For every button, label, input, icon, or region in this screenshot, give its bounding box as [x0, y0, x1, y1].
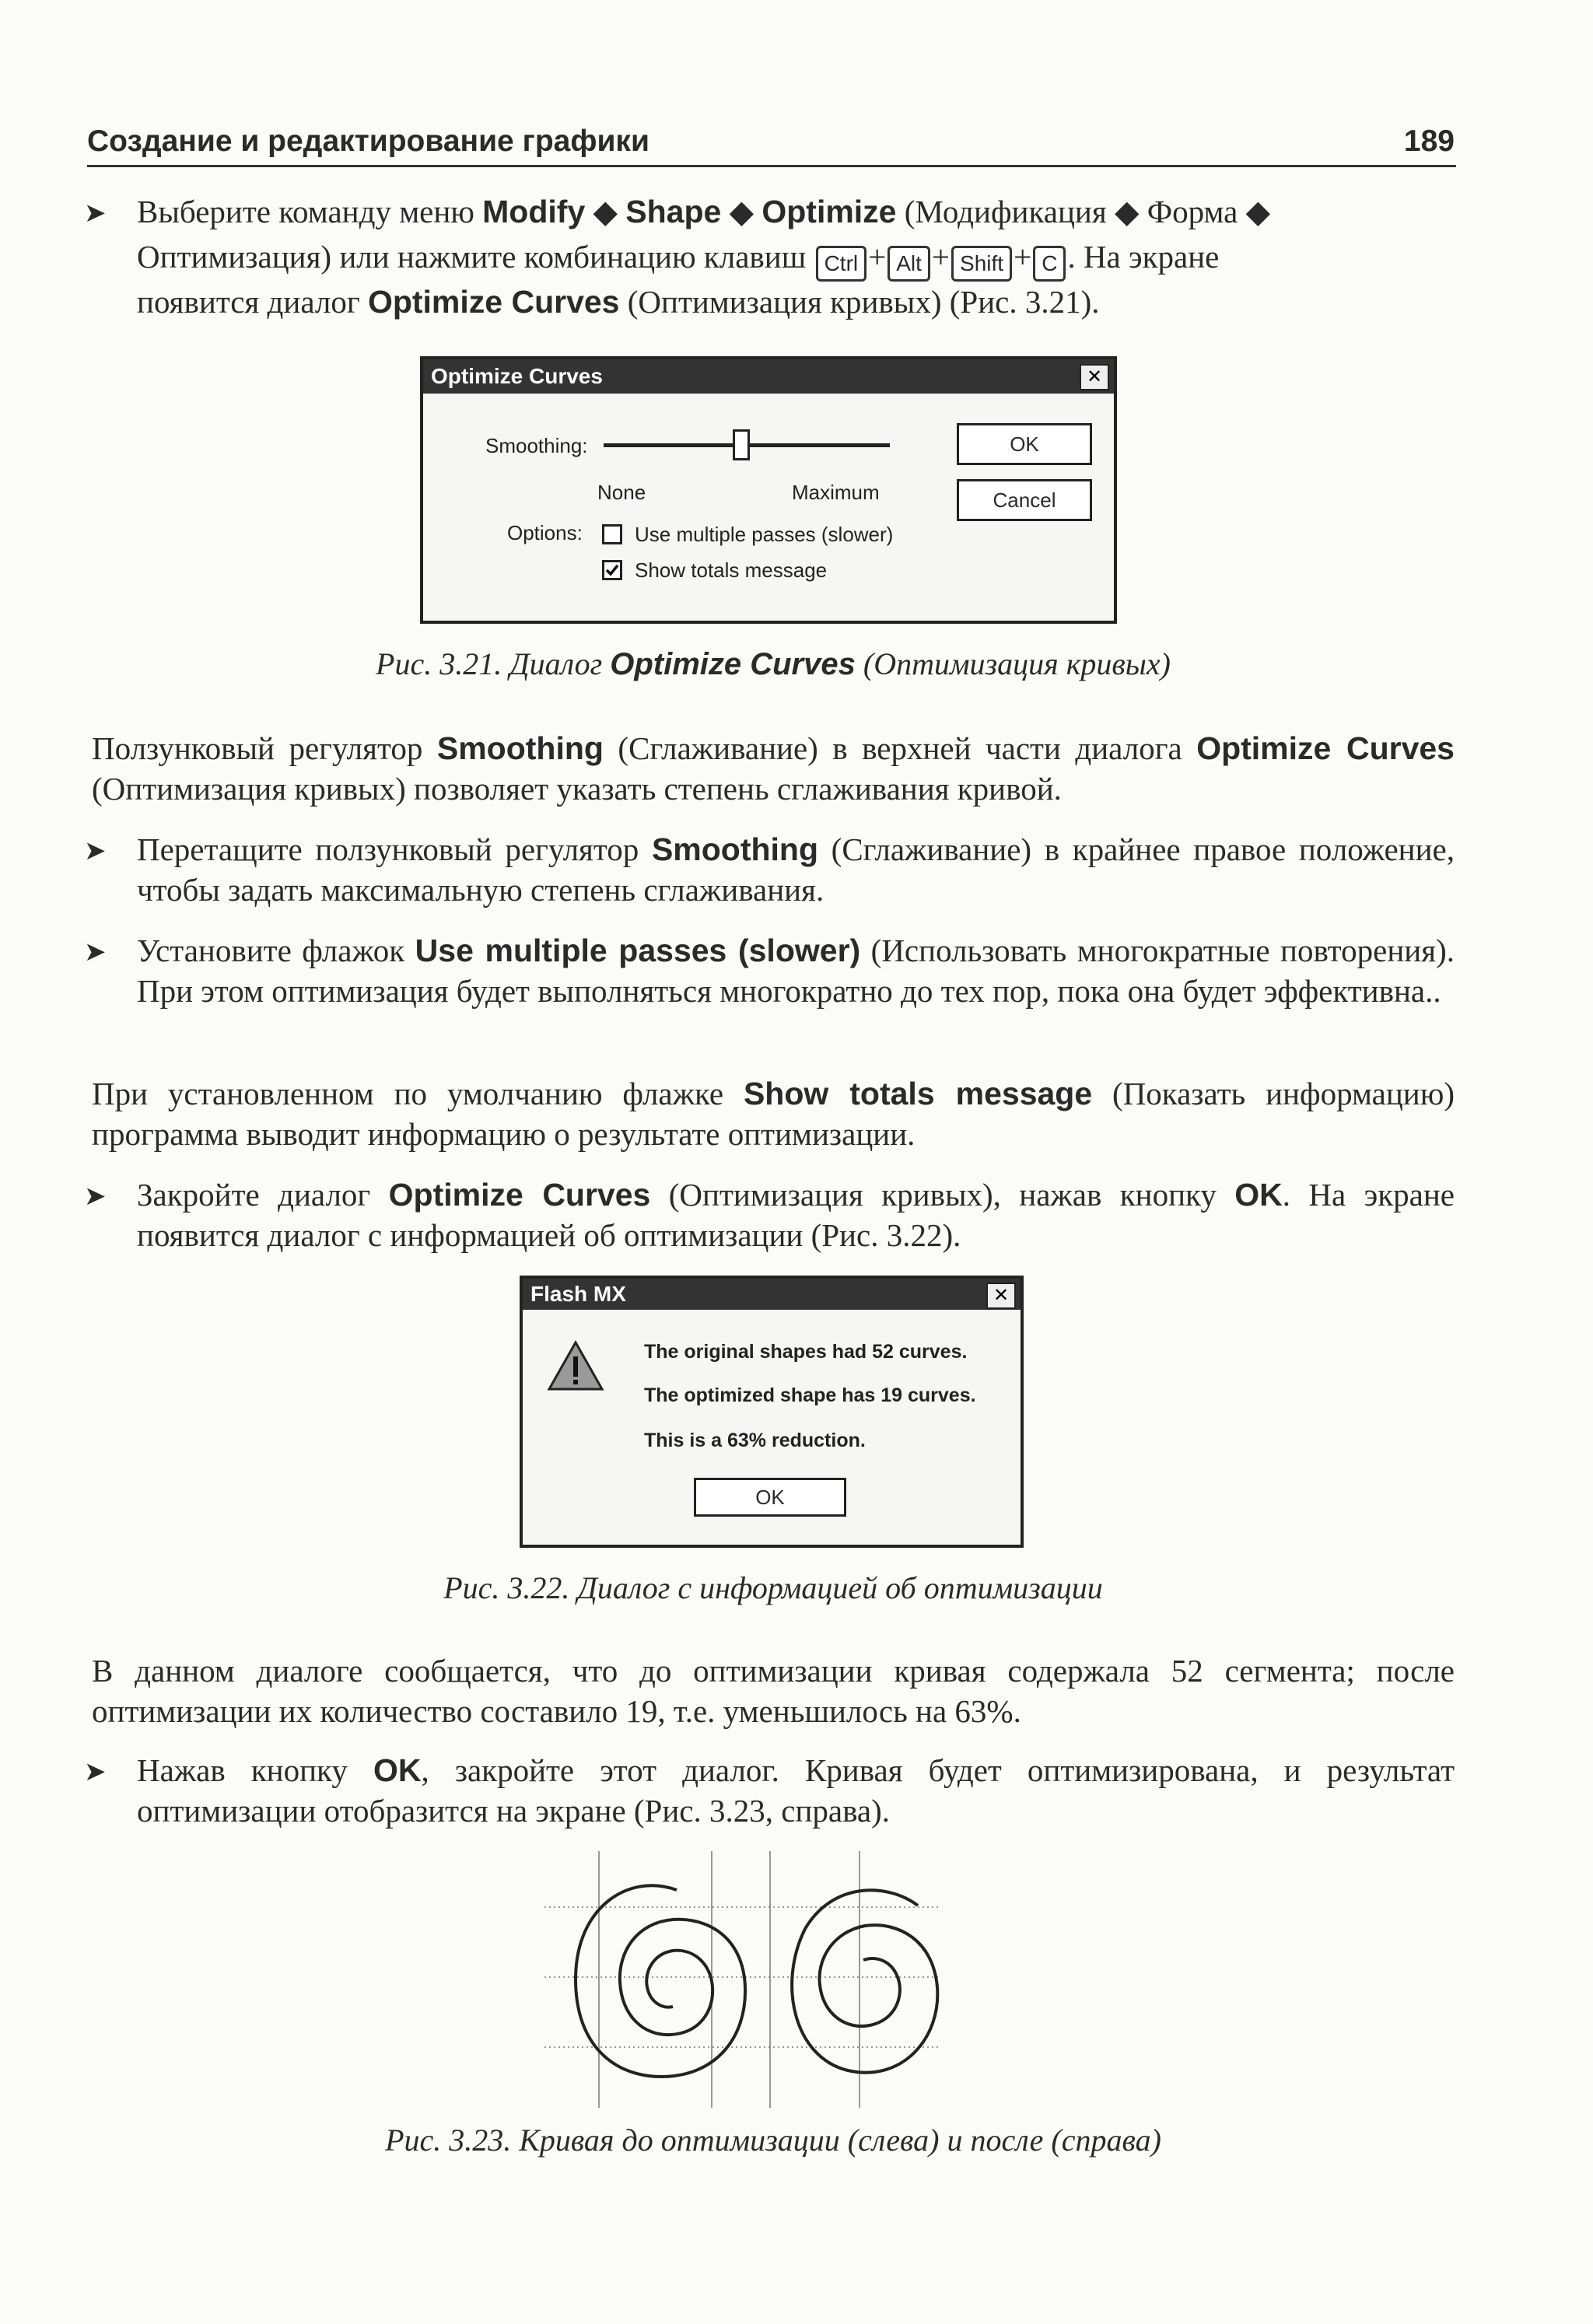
bullet-arrow: ➤: [84, 1756, 107, 1787]
key-ctrl: Ctrl: [816, 246, 867, 282]
info-line-reduction: This is a 63% reduction.: [644, 1430, 866, 1451]
optimize-curves-dialog: [420, 356, 1117, 624]
dialog-title: Flash MX: [530, 1282, 626, 1306]
spiral-after-icon: [792, 1890, 937, 2072]
bullet-3: Установите флажок Use multiple passes (slower) (Использовать многократные повторения). При этом оптимизация будет выполняться многократно до тех пор, пока она будет эффективна..: [137, 933, 1455, 1009]
slider-thumb[interactable]: [733, 429, 750, 460]
dialog-title: Optimize Curves: [431, 364, 603, 388]
bullet-1: Выберите команду меню Modify ◆ Shape ◆ Optimize (Модификация ◆ Форма ◆ Оптимизация) или нажмите комбинацию клавиш Ctrl + Alt + Shift + C . На экране появится диалог Optimize Curves (Оптимизация кривых) (Рис. 3.21).: [137, 194, 1271, 320]
figure-3-23-spirals: [544, 1851, 980, 2108]
bullet-arrow: ➤: [84, 1181, 107, 1212]
smoothing-label: Smoothing:: [485, 434, 588, 457]
bullet-2: Перетащите ползунковый регулятор Smoothing (Сглаживание) в крайнее правое положение, чтобы задать максимальную степень сглаживания.: [137, 831, 1455, 908]
figure-caption-3-23: Рис. 3.23. Кривая до оптимизации (слева) и после (справа): [385, 2123, 1161, 2158]
ok-button[interactable]: OK: [694, 1478, 846, 1517]
key-shift: Shift: [951, 246, 1012, 282]
options-label: Options:: [507, 521, 583, 544]
paragraph-show-totals: При установленном по умолчанию флажке Show totals message (Показать информацию) программа выводит информацию о результате оптимизации.: [92, 1076, 1455, 1152]
bullet-arrow: ➤: [84, 198, 107, 229]
figure-caption-3-21: Рис. 3.21. Диалог Optimize Curves (Оптимизация кривых): [376, 646, 1171, 681]
paragraph-result: В данном диалоге сообщается, что до оптимизации кривая содержала 52 сегмента; после оптимизации их количество составило 19, т.е. уменьшилось на 63%.: [92, 1653, 1455, 1729]
bullet-4: Закройте диалог Optimize Curves (Оптимизация кривых), нажав кнопку OK. На экране появится диалог с информацией об оптимизации (Рис. 3.22).: [137, 1177, 1455, 1253]
paragraph-smoothing: Ползунковый регулятор Smoothing (Сглаживание) в верхней части диалога Optimize Curves (Оптимизация кривых) позволяет указать степень сглаживания кривой.: [92, 730, 1455, 807]
ok-button[interactable]: OK: [957, 423, 1092, 465]
figure-caption-3-22: Рис. 3.22. Диалог с информацией об оптимизации: [443, 1570, 1103, 1605]
use-multiple-passes-checkbox[interactable]: [602, 524, 622, 544]
flash-mx-info-dialog: [520, 1276, 1024, 1548]
key-c: C: [1033, 246, 1066, 282]
slider-min-label: None: [597, 481, 646, 504]
key-alt: Alt: [888, 246, 930, 282]
bullet-arrow: ➤: [84, 835, 107, 866]
use-multiple-passes-label: Use multiple passes (slower): [635, 523, 894, 546]
info-line-optimized: The optimized shape has 19 curves.: [644, 1384, 976, 1406]
warning-icon: [546, 1339, 605, 1394]
running-header: Создание и редактирование графики: [87, 124, 649, 158]
cancel-button[interactable]: Cancel: [957, 479, 1092, 521]
spiral-before-icon: [576, 1885, 745, 2077]
bullet-5: Нажав кнопку OK, закройте этот диалог. Кривая будет оптимизирована, и результат оптимизации отобразится на экране (Рис. 3.23, справа).: [137, 1752, 1455, 1829]
dialog-title-bar: [523, 1279, 1021, 1310]
dialog-title-bar: [423, 359, 1114, 394]
page-number: 189: [1403, 124, 1455, 158]
bullet-arrow: ➤: [84, 936, 107, 968]
show-totals-checkbox[interactable]: [602, 560, 622, 580]
slider-max-label: Maximum: [792, 481, 880, 504]
info-line-original: The original shapes had 52 curves.: [644, 1341, 968, 1363]
smoothing-slider[interactable]: [604, 429, 890, 460]
close-icon[interactable]: ✕: [1080, 364, 1109, 390]
header-rule: [87, 165, 1456, 167]
close-icon[interactable]: ✕: [986, 1283, 1016, 1309]
show-totals-label: Show totals message: [635, 558, 828, 582]
